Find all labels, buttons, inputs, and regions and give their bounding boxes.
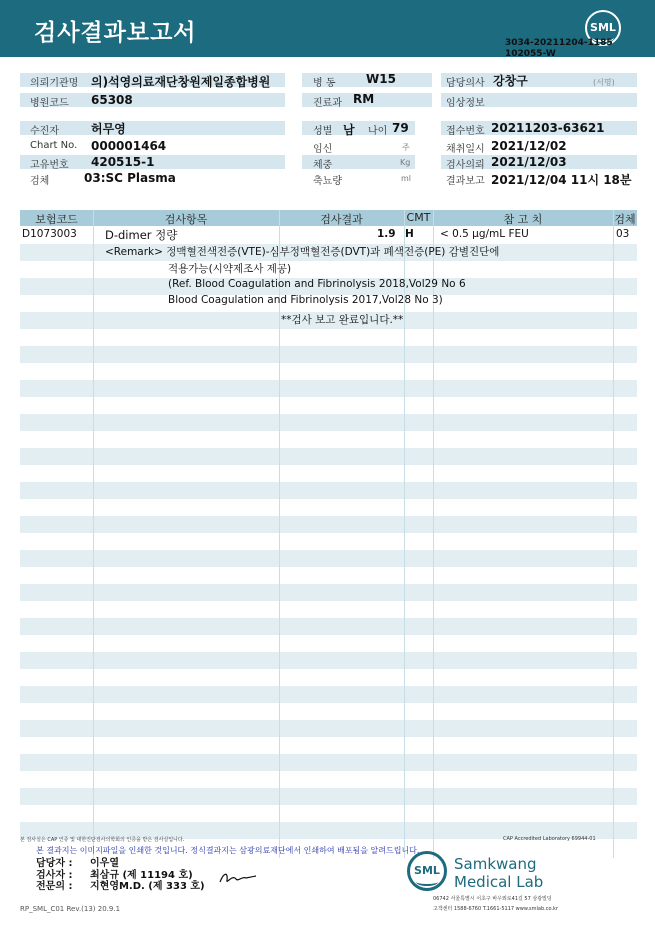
col-divider: [93, 210, 94, 858]
patient-name-label: 수진자: [30, 126, 59, 137]
table-stripe: [20, 448, 637, 465]
completion-text: **검사 보고 완료입니다.**: [281, 314, 404, 326]
technician-label: 담당자 :: [36, 858, 73, 869]
sml-logo-text: SML: [590, 21, 616, 34]
request-date-label: 검사의뢰: [446, 160, 485, 171]
sml-footer-logo-text: SML: [414, 864, 440, 877]
weight-label: 체중: [313, 160, 333, 171]
collection-value: 2021/12/02: [491, 139, 567, 153]
receipt-no-value: 20211203-63621: [491, 121, 605, 135]
row-result: 1.9: [377, 228, 396, 240]
specimen-label: 검체: [30, 176, 50, 187]
receipt-no-label: 접수번호: [446, 126, 485, 137]
row-code: D1073003: [22, 228, 77, 240]
table-stripe: [20, 788, 637, 805]
collection-label: 채취일시: [446, 144, 485, 155]
table-stripe: [20, 686, 637, 703]
patient-name-cell: [20, 121, 285, 135]
table-stripe: [20, 414, 637, 431]
lab-id: [505, 38, 613, 60]
sml-footer-logo-arc: [416, 878, 438, 886]
col-divider: [433, 210, 434, 858]
table-stripe: [20, 618, 637, 635]
th-result: 검사결과: [320, 213, 363, 226]
remark-line: 적용가능(시약제조사 제공): [168, 263, 292, 275]
table-stripe: [20, 584, 637, 601]
technician-value: 이우열: [90, 858, 119, 869]
row-flag: H: [405, 228, 414, 240]
table-stripe: [20, 754, 637, 771]
sml-footer-logo-icon: [407, 851, 447, 891]
cap-text: CAP Accredited Laboratory 69944-01: [503, 836, 596, 842]
table-stripe: [20, 652, 637, 669]
request-org-value: 의)석영의료재단창원제일종합병원: [91, 75, 271, 89]
row-item: D-dimer 정량: [105, 228, 178, 242]
hospital-code-value: 65308: [91, 93, 133, 107]
request-org-label: 의뢰기관명: [30, 78, 79, 89]
lab-id-line1: 3034-20211204-1185: [505, 38, 613, 48]
examiner-value: 최삼규 (제 11194 호): [90, 870, 193, 881]
row-specimen: 03: [616, 228, 630, 240]
table-stripe: [20, 550, 637, 567]
table-stripe: [20, 516, 637, 533]
table-stripe: [20, 380, 637, 397]
th-reference: 참 고 치: [503, 213, 543, 226]
remark-line: Blood Coagulation and Fibrinolysis 2017,Vol28 No 3): [168, 294, 443, 306]
doctor-sign-hint: (서명): [593, 78, 615, 87]
brand-name: [454, 855, 543, 891]
report-date-value: 2021/12/04 11시 18분: [491, 173, 632, 187]
remark-line: <Remark> 정맥혈전색전증(VTE)-심부정맥혈전증(DVT)과 폐색전증(PE) 감별진단에: [105, 246, 500, 258]
lab-id-line2: 102055-W: [505, 49, 556, 59]
dept-label: 진료과: [313, 98, 342, 109]
ward-label: 병 동: [313, 78, 336, 89]
table-stripe: [20, 482, 637, 499]
table-stripe: [20, 346, 637, 363]
th-test-item: 검사항목: [164, 213, 208, 226]
pregnancy-label: 임신: [313, 144, 333, 155]
examiner-label: 검사자 :: [36, 870, 73, 881]
hospital-code-label: 병원코드: [30, 98, 69, 109]
doctor-label: 담당의사: [446, 78, 485, 89]
request-date-value: 2021/12/03: [491, 155, 567, 169]
col-divider: [404, 210, 405, 858]
sex-label: 성별: [313, 126, 333, 137]
certification-fine-print: 본 검사실은 CAP 인증 및 대한진단검사의학회의 인증을 받은 검사실입니다.: [20, 837, 185, 843]
address: 06742 서울특별시 서초구 바우뫼로41길 57 삼광빌딩: [433, 896, 552, 902]
th-insurance-code: 보험코드: [35, 213, 78, 226]
patient-id-label: 고유번호: [30, 160, 69, 171]
form-number: RP_SML_C01 Rev.(13) 20.9.1: [20, 905, 121, 913]
table-stripe: [20, 720, 637, 737]
specimen-value: 03:SC Plasma: [84, 171, 176, 185]
report-title: 검사결과보고서: [34, 20, 197, 46]
brand-line1: Samkwang: [454, 855, 537, 873]
brand-line2: Medical Lab: [454, 873, 544, 891]
row-reference: < 0.5 μg/mL FEU: [440, 228, 529, 240]
specialist-label: 전문의 :: [36, 881, 73, 892]
contact: 고객센터 1588-6760 T.1661-5117 www.smlab.co.kr: [433, 906, 558, 912]
col-divider: [279, 210, 280, 858]
pregnancy-unit: 주: [402, 143, 410, 152]
report-date-label: 결과보고: [446, 176, 485, 187]
chart-no-value: 000001464: [91, 139, 167, 153]
patient-id-value: 420515-1: [91, 155, 155, 169]
age-value: 79: [392, 121, 409, 135]
th-cmt: CMT: [406, 211, 431, 224]
specialist-value: 지현영M.D. (제 333 호): [90, 881, 205, 892]
col-divider: [613, 210, 614, 858]
dept-value: RM: [353, 92, 375, 106]
th-specimen: 검체: [614, 213, 636, 226]
remark-line: (Ref. Blood Coagulation and Fibrinolysis 2018,Vol29 No 6: [168, 278, 466, 290]
doctor-value: 강창구: [493, 74, 528, 88]
weight-unit: Kg: [400, 158, 411, 167]
urine-label: 축뇨량: [313, 176, 342, 187]
age-label: 나이: [368, 126, 388, 137]
signature-icon: [218, 870, 258, 886]
image-print-notice: 본 결과지는 이미지파일을 인쇄한 것입니다. 정식결과지는 삼광의료재단에서 인쇄하여 배포됨을 알려드립니다.: [36, 846, 420, 855]
ward-value: W15: [366, 72, 396, 86]
urine-unit: ml: [401, 174, 412, 183]
chart-no-label: Chart No.: [30, 140, 78, 151]
patient-name-value: 허무영: [91, 122, 126, 136]
sex-value: 남: [343, 123, 355, 137]
clinical-label: 임상정보: [446, 98, 485, 109]
